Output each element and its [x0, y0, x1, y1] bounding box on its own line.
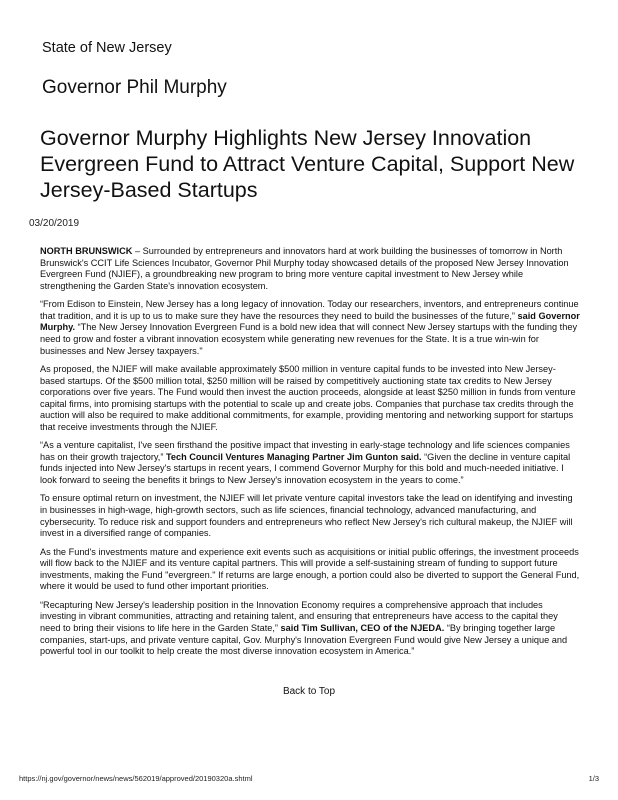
state-of-new-jersey-link[interactable]: State of New Jersey — [42, 40, 172, 56]
print-page-number: 1/3 — [588, 774, 599, 783]
governor-name-link[interactable]: Governor Phil Murphy — [42, 77, 227, 98]
print-url: https://nj.gov/governor/news/news/562019/approved/20190320a.shtml — [19, 774, 253, 783]
article-paragraph: As the Fund's investments mature and experience exit events such as acquisitions or initial public offerings, the investment proceeds will flow back to the NJIEF and its venture capital partners. This will provide a self-sustaining stream of funding to support future investments, making the Fund "evergreen." If returns are large enough, a portion could also be diverted to support the General Fund, where it would be used to fund other important priorities. — [40, 546, 580, 592]
article-paragraph: “Recapturing New Jersey's leadership position in the Innovation Economy requires a comprehensive approach that includes investing in vibrant communities, attracting and retaining talent, and ensuring that entrepreneurs have access to the capital they need to bring their visions to life here in the Garden State,” said Tim Sullivan, CEO of the NJEDA. “By bringing together large companies, start-ups, and private venture capital, Gov. Murphy's Innovation Evergreen Fund would give New Jersey a unique and powerful tool in our toolkit to help create the most diverse innovation ecosystem in America.” — [40, 599, 568, 657]
article-paragraph: NORTH BRUNSWICK – Surrounded by entrepreneurs and innovators hard at work building the businesses of tomorrow in North Brunswick's CCIT Life Sciences Incubator, Governor Phil Murphy today showcased details of the proposed New Jersey Innovation Evergreen Fund (NJIEF), a groundbreaking new program to bring more venture capital investment to New Jersey while strengthening the Garden State's innovation ecosystem. — [40, 246, 569, 291]
article-body — [40, 246, 580, 665]
dateline: NORTH BRUNSWICK — [40, 246, 133, 256]
article-paragraph: “As a venture capitalist, I've seen firsthand the positive impact that investing in early-stage technology and life sciences companies has on their growth trajectory,” Tech Council Ventures Managing Partner Jim Gunton said. “Given the decline in venture capital funds injected into New Jersey's startups in recent years, I commend Governor Murphy for this bold and much-needed initiative. I look forward to seeing the benefits it brings to New Jersey's innovation ecosystem in the years to come.” — [40, 440, 571, 486]
quote-attribution: said Governor Murphy. — [40, 310, 580, 333]
article-paragraph: “From Edison to Einstein, New Jersey has a long legacy of innovation. Today our researchers, inventors, and entrepreneurs continue that tradition, and it is up to us to make sure they have the resources they need to build the businesses of the future,” said Governor Murphy. “The New Jersey Innovation Evergreen Fund is a bold new idea that will connect New Jersey startups with the funding they need to grow and foster a vibrant innovation ecosystem while generating new revenues for the State. It is a true win-win for businesses and New Jersey taxpayers." — [40, 299, 580, 356]
back-to-top-link[interactable]: Back to Top — [282, 686, 336, 697]
article-headline: Governor Murphy Highlights New Jersey Innovation Evergreen Fund to Attract Venture Capital, Support New Jersey-Based Startups — [40, 126, 575, 202]
quote-attribution: Tech Council Ventures Managing Partner Jim Gunton said. — [165, 451, 422, 462]
quote-attribution: said Tim Sullivan, CEO of the NJEDA. — [280, 623, 445, 633]
article-paragraph: To ensure optimal return on investment, the NJIEF will let private venture capital investors take the lead on identifying and investing in businesses in high-wage, high-growth sectors, such as life sciences, financial technology, advanced manufacturing, and cybersecurity. To reduce risk and support founders and entrepreneurs who reflect New Jersey's rich cultural makeup, the NJIEF will invest in a diversified range of companies. — [40, 493, 573, 539]
article-date: 03/20/2019 — [29, 218, 80, 229]
article-paragraph: As proposed, the NJIEF will make available approximately $500 million in venture capital funds to be invested into New Jersey-based startups. Of the $500 million total, $250 million will be raised by competitively auctioning state tax credits to New Jersey corporations over five years. The Fund would then invest the auction proceeds, alongside at least $250 million in funds from venture capital firms, into promising startups with the potential to scale up and create jobs. Companies that purchase tax credits through the auction will also be required to make additional commitments, for example, providing mentoring and networking support for startups that receive investments through the NJIEF. — [40, 363, 576, 432]
